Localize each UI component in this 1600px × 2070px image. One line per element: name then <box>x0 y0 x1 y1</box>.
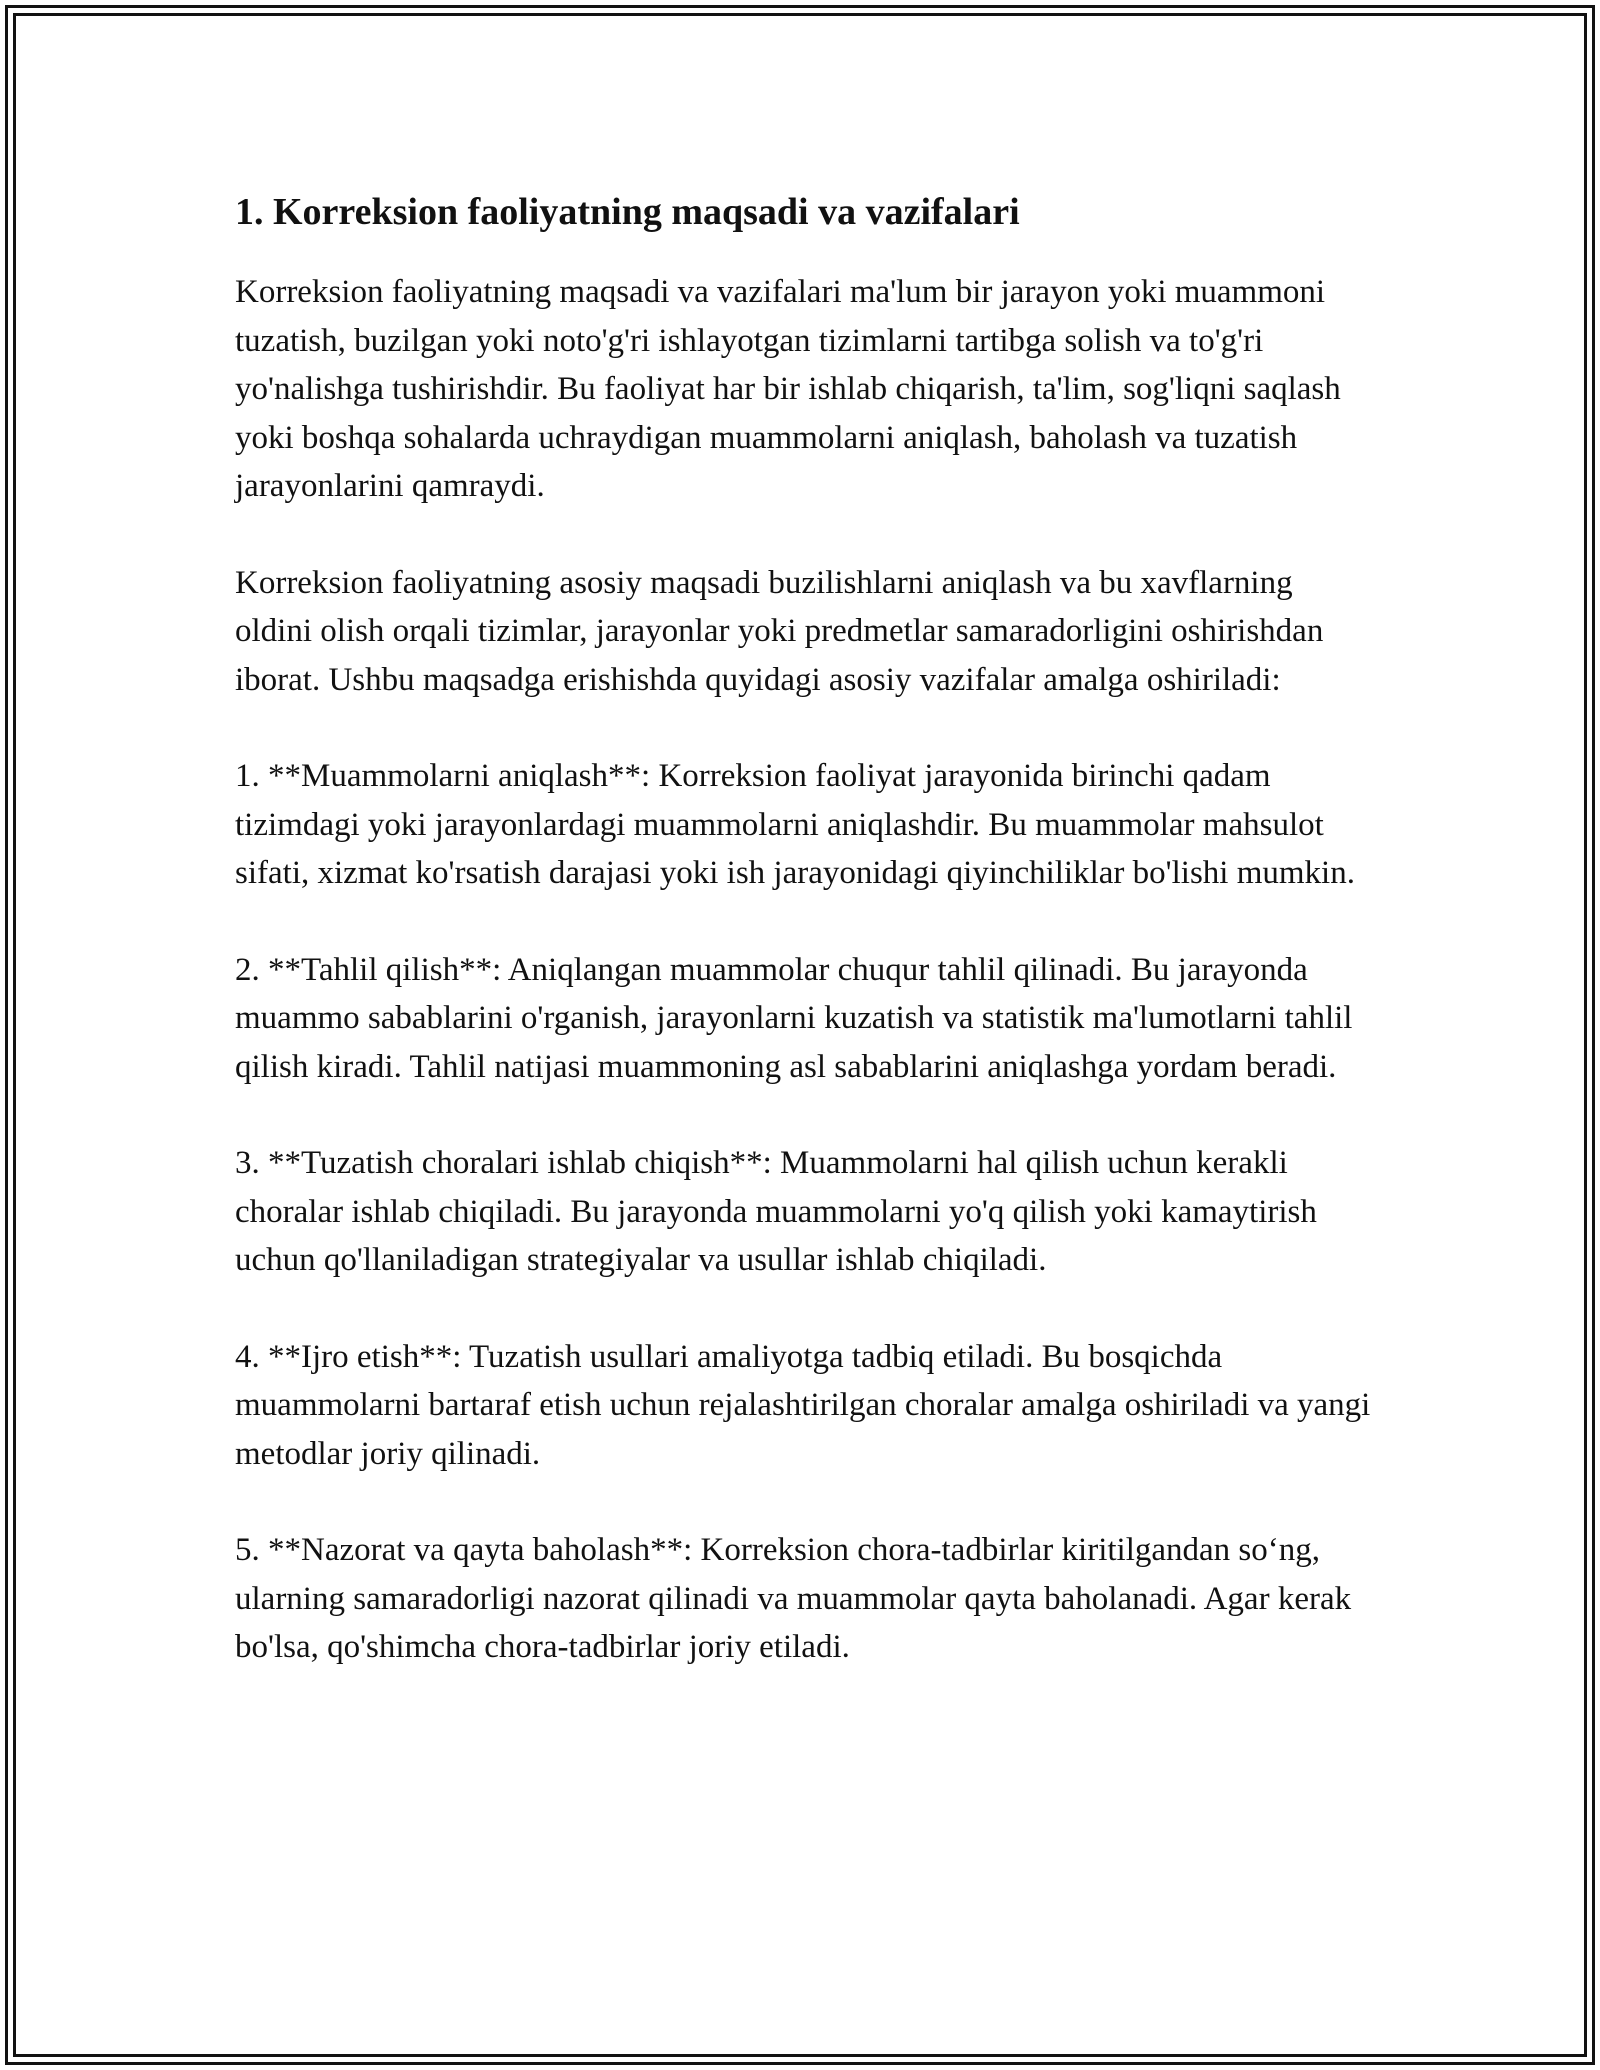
intro-paragraph: Korreksion faoliyatning maqsadi va vazifalari ma'lum bir jarayon yoki muammoni tuzatish, buzilgan yoki noto'g'ri ishlayotgan tizimlarni tartibga solish va to'g'ri yo'nalishga tushirishdir. Bu faoliyat har bir ishlab chiqarish, ta'lim, sog'liqni saqlash yoki boshqa sohalarda uchraydigan muammolarni aniqlash, baholash va tuzatish jarayonlarini qamraydi. <box>235 274 1341 504</box>
task-item-3: 3. **Tuzatish choralari ishlab chiqish**: Muammolarni hal qilish uchun kerakli choralar ishlab chiqiladi. Bu jarayonda muammolarni yo'q qilish yoki kamaytirish uchun qo'llaniladigan strategiyalar va usullar ishlab chiqiladi. <box>235 1145 1317 1278</box>
task-item-2: 2. **Tahlil qilish**: Aniqlangan muammolar chuqur tahlil qilinadi. Bu jarayonda muammo sabablarini o'rganish, jarayonlarni kuzatish va statistik ma'lumotlarni tahlil qilish kiradi. Tahlil natijasi muammoning asl sabablarini aniqlashga yordam beradi. <box>235 951 1353 1085</box>
document-title: 1. Korreksion faoliyatning maqsadi va vazifalari <box>235 191 1020 233</box>
document-body <box>235 186 1375 1720</box>
task-item-4: 4. **Ijro etish**: Tuzatish usullari amaliyotga tadbiq etiladi. Bu bosqichda muammolarni bartaraf etish uchun rejalashtirilgan choralar amalga oshiriladi va yangi metodlar joriy qilinadi. <box>235 1338 1371 1472</box>
task-item-1: 1. **Muammolarni aniqlash**: Korreksion faoliyat jarayonida birinchi qadam tizimdagi yoki jarayonlardagi muammolarni aniqlashdir. Bu muammolar mahsulot sifati, xizmat ko'rsatish darajasi yoki ish jarayonidagi qiyinchiliklar bo'lishi mumkin. <box>235 758 1355 891</box>
task-item-5: 5. **Nazorat va qayta baholash**: Korreksion chora-tadbirlar kiritilgandan so‘ng, ularning samaradorligi nazorat qilinadi va muammolar qayta baholanadi. Agar kerak bo'lsa, qo'shimcha chora-tadbirlar joriy etiladi. <box>235 1532 1352 1665</box>
goal-paragraph: Korreksion faoliyatning asosiy maqsadi buzilishlarni aniqlash va bu xavflarning oldini olish orqali tizimlar, jarayonlar yoki predmetlar samaradorligini oshirishdan iborat. Ushbu maqsadga erishishda quyidagi asosiy vazifalar amalga oshiriladi: <box>235 564 1324 698</box>
